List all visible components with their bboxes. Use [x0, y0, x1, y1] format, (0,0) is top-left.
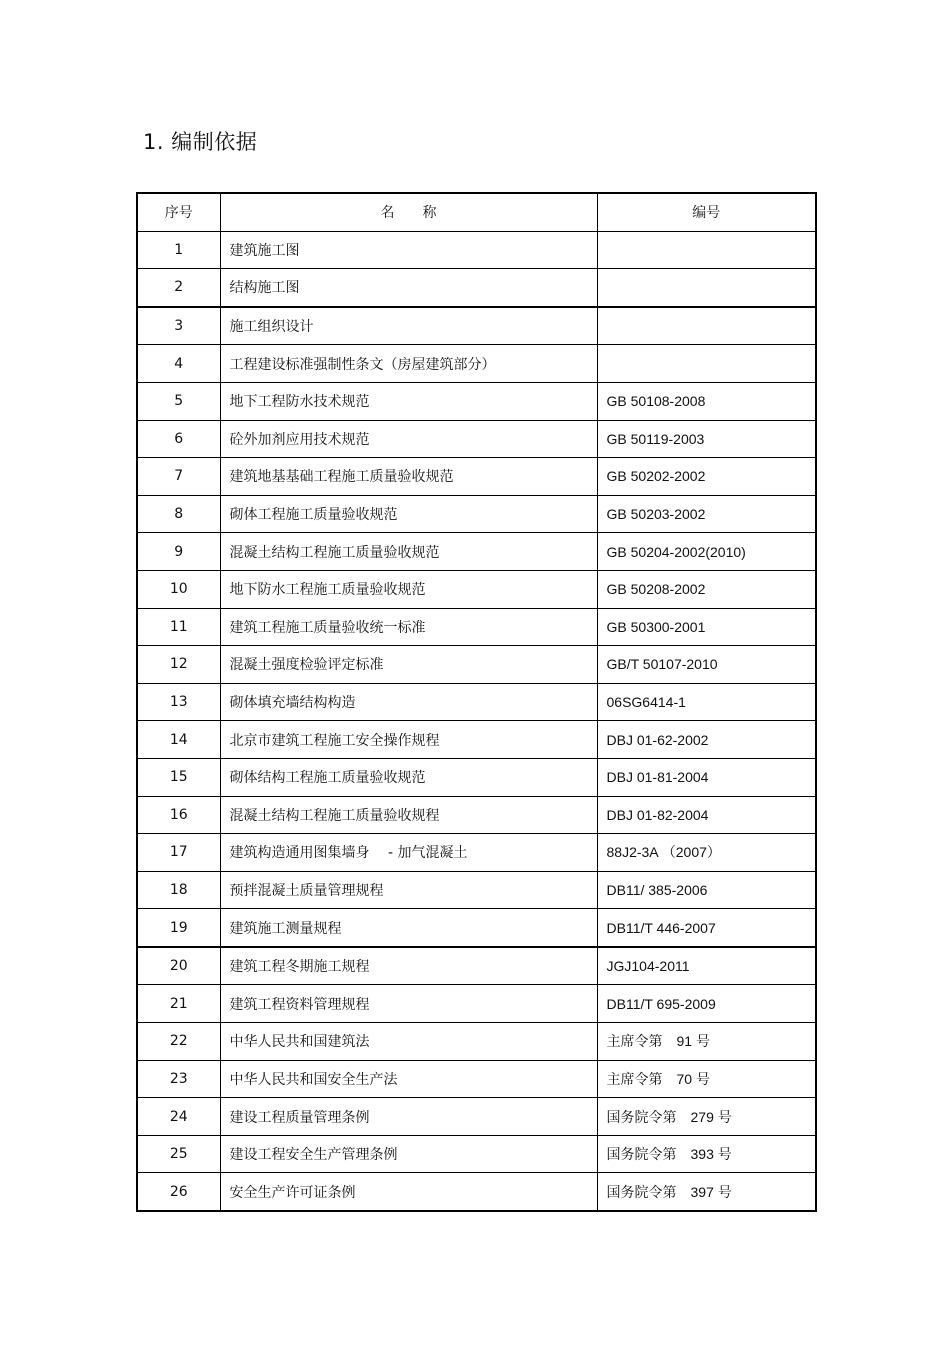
table-row: [137, 533, 816, 571]
table-row: [137, 269, 816, 307]
row-name: 建筑工程施工质量验收统一标准: [220, 608, 597, 646]
row-name: 安全生产许可证条例: [220, 1173, 597, 1211]
row-code: 88J2-3A （2007）: [597, 834, 816, 872]
row-index: 16: [137, 796, 220, 834]
section-title: 1. 编制依据: [143, 130, 258, 154]
row-index: 4: [137, 345, 220, 383]
row-index: 11: [137, 608, 220, 646]
row-code: [597, 345, 816, 383]
row-name: 建设工程安全生产管理条例: [220, 1135, 597, 1173]
row-index: 2: [137, 269, 220, 307]
row-code: GB 50108-2008: [597, 382, 816, 420]
row-code: [597, 269, 816, 307]
row-index: 1: [137, 231, 220, 269]
row-index: 8: [137, 495, 220, 533]
row-index: 15: [137, 758, 220, 796]
table-row: [137, 608, 816, 646]
row-name: 砌体填充墙结构构造: [220, 683, 597, 721]
row-code: 国务院令第 393 号: [597, 1135, 816, 1173]
row-code: 06SG6414-1: [597, 683, 816, 721]
row-name: 建筑构造通用图集墙身 - 加气混凝土: [220, 834, 597, 872]
row-name: 工程建设标准强制性条文（房屋建筑部分）: [220, 345, 597, 383]
row-name: 混凝土结构工程施工质量验收规程: [220, 796, 597, 834]
table-header-row: [137, 193, 816, 231]
table-row: [137, 834, 816, 872]
row-code: DB11/ 385-2006: [597, 871, 816, 909]
row-code: GB/T 50107-2010: [597, 646, 816, 684]
row-index: 21: [137, 985, 220, 1023]
table-row: [137, 495, 816, 533]
row-name: 砌体工程施工质量验收规范: [220, 495, 597, 533]
table-row: [137, 721, 816, 759]
row-code: [597, 231, 816, 269]
row-index: 6: [137, 420, 220, 458]
table-row: [137, 420, 816, 458]
row-name: 混凝土强度检验评定标准: [220, 646, 597, 684]
row-index: 17: [137, 834, 220, 872]
row-name: 砌体结构工程施工质量验收规范: [220, 758, 597, 796]
row-index: 7: [137, 458, 220, 496]
header-name: 名 称: [220, 193, 597, 231]
row-name: 建筑地基基础工程施工质量验收规范: [220, 458, 597, 496]
table-row: [137, 231, 816, 269]
row-code: DB11/T 446-2007: [597, 909, 816, 947]
row-code: 主席令第 70 号: [597, 1060, 816, 1098]
table-row: [137, 1173, 816, 1211]
table-row: [137, 646, 816, 684]
row-index: 22: [137, 1023, 220, 1061]
table-row: [137, 985, 816, 1023]
table-row: [137, 909, 816, 947]
row-index: 14: [137, 721, 220, 759]
table-row: [137, 1098, 816, 1136]
row-index: 9: [137, 533, 220, 571]
row-name: 结构施工图: [220, 269, 597, 307]
row-index: 18: [137, 871, 220, 909]
table-row: [137, 570, 816, 608]
row-index: 25: [137, 1135, 220, 1173]
row-code: GB 50203-2002: [597, 495, 816, 533]
row-name: 建筑施工图: [220, 231, 597, 269]
row-code: GB 50202-2002: [597, 458, 816, 496]
row-name: 北京市建筑工程施工安全操作规程: [220, 721, 597, 759]
row-code: GB 50208-2002: [597, 570, 816, 608]
row-name: 地下防水工程施工质量验收规范: [220, 570, 597, 608]
row-code: DBJ 01-82-2004: [597, 796, 816, 834]
table-row: [137, 345, 816, 383]
row-name: 砼外加剂应用技术规范: [220, 420, 597, 458]
reference-standards-table: [136, 192, 817, 1212]
row-index: 3: [137, 307, 220, 345]
table-row: [137, 458, 816, 496]
row-code: 主席令第 91 号: [597, 1023, 816, 1061]
row-name: 建筑施工测量规程: [220, 909, 597, 947]
row-name: 建筑工程资料管理规程: [220, 985, 597, 1023]
table-row: [137, 683, 816, 721]
row-name: 建设工程质量管理条例: [220, 1098, 597, 1136]
row-index: 24: [137, 1098, 220, 1136]
table-row: [137, 758, 816, 796]
header-code: 编号: [597, 193, 816, 231]
row-index: 23: [137, 1060, 220, 1098]
row-name: 预拌混凝土质量管理规程: [220, 871, 597, 909]
row-name: 建筑工程冬期施工规程: [220, 947, 597, 985]
row-code: DBJ 01-81-2004: [597, 758, 816, 796]
row-name: 地下工程防水技术规范: [220, 382, 597, 420]
row-name: 中华人民共和国建筑法: [220, 1023, 597, 1061]
row-code: DB11/T 695-2009: [597, 985, 816, 1023]
row-name: 中华人民共和国安全生产法: [220, 1060, 597, 1098]
row-code: GB 50119-2003: [597, 420, 816, 458]
row-index: 19: [137, 909, 220, 947]
table-row: [137, 382, 816, 420]
header-index: 序号: [137, 193, 220, 231]
row-name: 混凝土结构工程施工质量验收规范: [220, 533, 597, 571]
table-row: [137, 1023, 816, 1061]
table-body: [137, 231, 816, 1211]
row-index: 5: [137, 382, 220, 420]
table-row: [137, 307, 816, 345]
row-index: 13: [137, 683, 220, 721]
row-index: 20: [137, 947, 220, 985]
row-name: 施工组织设计: [220, 307, 597, 345]
row-index: 10: [137, 570, 220, 608]
row-code: GB 50300-2001: [597, 608, 816, 646]
row-code: 国务院令第 279 号: [597, 1098, 816, 1136]
table-row: [137, 871, 816, 909]
row-code: GB 50204-2002(2010): [597, 533, 816, 571]
row-code: [597, 307, 816, 345]
table-row: [137, 796, 816, 834]
row-index: 26: [137, 1173, 220, 1211]
table-row: [137, 947, 816, 985]
table-row: [137, 1135, 816, 1173]
table-row: [137, 1060, 816, 1098]
row-code: 国务院令第 397 号: [597, 1173, 816, 1211]
row-code: JGJ104-2011: [597, 947, 816, 985]
row-code: DBJ 01-62-2002: [597, 721, 816, 759]
row-index: 12: [137, 646, 220, 684]
